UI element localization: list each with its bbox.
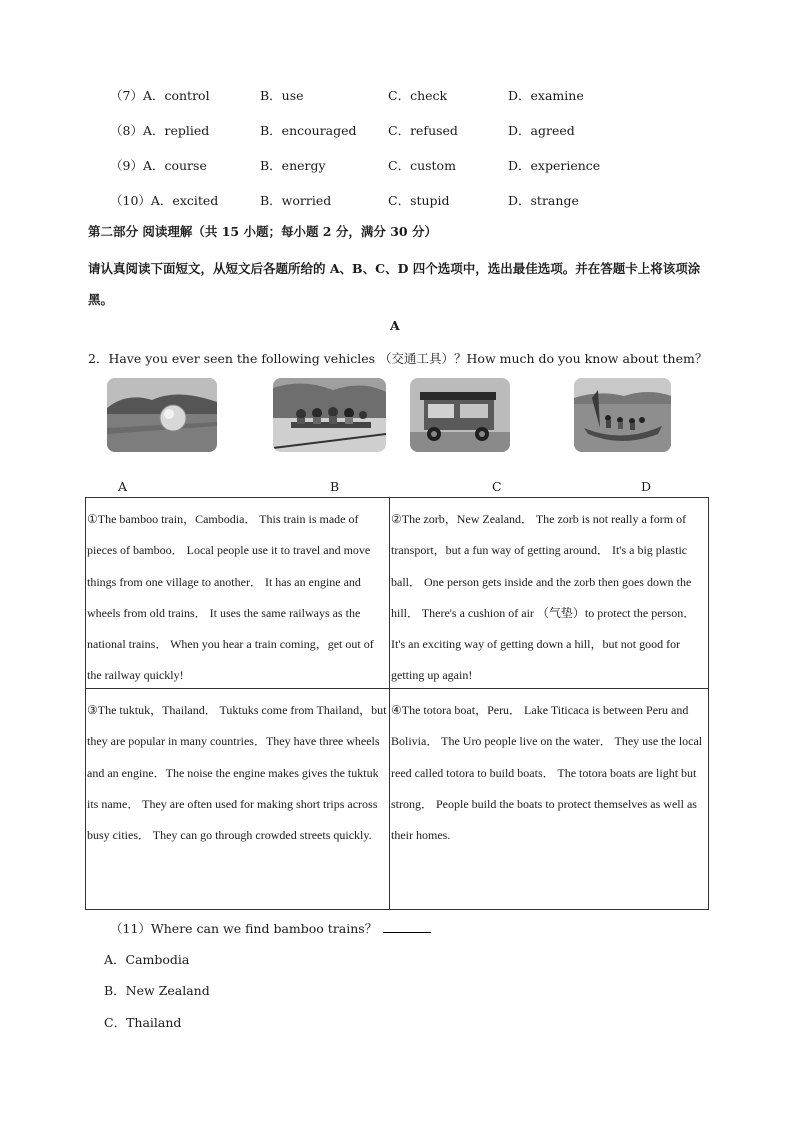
image-label-d: D: [641, 479, 652, 494]
totora-boat-photo: [574, 378, 671, 452]
option-row-9: [0, 156, 794, 176]
option-a: （10）A．excited: [110, 193, 219, 208]
choice-a: A．Cambodia: [104, 952, 190, 967]
option-a: （9）A．course: [110, 158, 207, 173]
part-two-heading: 第二部分 阅读理解（共 15 小题；每小题 2 分，满分 30 分）: [88, 224, 437, 239]
option-a: （7）A．control: [110, 88, 210, 103]
option-c: C．stupid: [388, 193, 450, 208]
option-c: C．custom: [388, 158, 456, 173]
answer-blank: [383, 920, 431, 933]
option-a: （8）A．replied: [110, 123, 210, 138]
option-row-8: [0, 121, 794, 141]
tuktuk-photo: [410, 378, 510, 452]
image-label-b: B: [330, 479, 340, 494]
option-b: B．encouraged: [260, 123, 357, 138]
passage-zorb: ②The zorb，New Zealand． The zorb is not really a form of transport，but a fun way of getting around． It's a big plastic ball． One person gets inside and the zorb then goes down the hill． There's a cushion of air （气垫）to protect the person． It's an exciting way of getting down a hill，but not good for getting up again!: [390, 498, 708, 689]
option-b: B．energy: [260, 158, 326, 173]
question-11: [110, 919, 431, 937]
option-row-7: [0, 86, 794, 106]
bamboo-train-photo: [273, 378, 386, 452]
image-label-a: A: [118, 479, 128, 494]
question-11-text: （11）Where can we find bamboo trains？: [110, 921, 378, 936]
reading-instructions: 请认真阅读下面短文，从短文后各题所给的 A、B、C、D 四个选项中，选出最佳选项。并在答题卡上将该项涂黑。: [88, 261, 701, 307]
option-d: D．examine: [508, 88, 584, 103]
passage-bamboo-train: ①The bamboo train，Cambodia． This train is made of pieces of bamboo． Local people use it to travel and move things from one village to another． It has an engine and wheels from old trains． It uses the same railways as the national trains． When you hear a train coming，get out of the railway quickly!: [86, 498, 390, 689]
option-d: D．strange: [508, 193, 579, 208]
option-b: B．use: [260, 88, 304, 103]
option-b: B．worried: [260, 193, 332, 208]
option-d: D．agreed: [508, 123, 575, 138]
section-title: A: [390, 318, 400, 333]
choice-b: B．New Zealand: [104, 983, 210, 998]
passage-tuktuk: ③The tuktuk，Thailand． Tuktuks come from Thailand，but they are popular in many countries．They have three wheels and an engine．The noise the engine makes gives the tuktuk its name． They are often used for making short trips across busy cities． They can go through crowded streets quickly.: [86, 689, 390, 909]
choice-c: C．Thailand: [104, 1015, 182, 1030]
passage-totora-boat: ④The totora boat，Peru． Lake Titicaca is between Peru and Bolivia． The Uro people live on the water． They use the local reed called totora to build boats． The totora boats are light but strong． People build the boats to protect themselves as well as their homes.: [391, 703, 703, 843]
option-row-10: [0, 191, 794, 211]
zorb-photo: [107, 378, 217, 452]
question-intro: 2．Have you ever seen the following vehicles （交通工具）？How much do you know about them？: [88, 351, 708, 366]
option-d: D．experience: [508, 158, 601, 173]
image-label-c: C: [492, 479, 502, 494]
option-c: C．refused: [388, 123, 458, 138]
passage-table: [85, 497, 709, 910]
option-c: C．check: [388, 88, 448, 103]
